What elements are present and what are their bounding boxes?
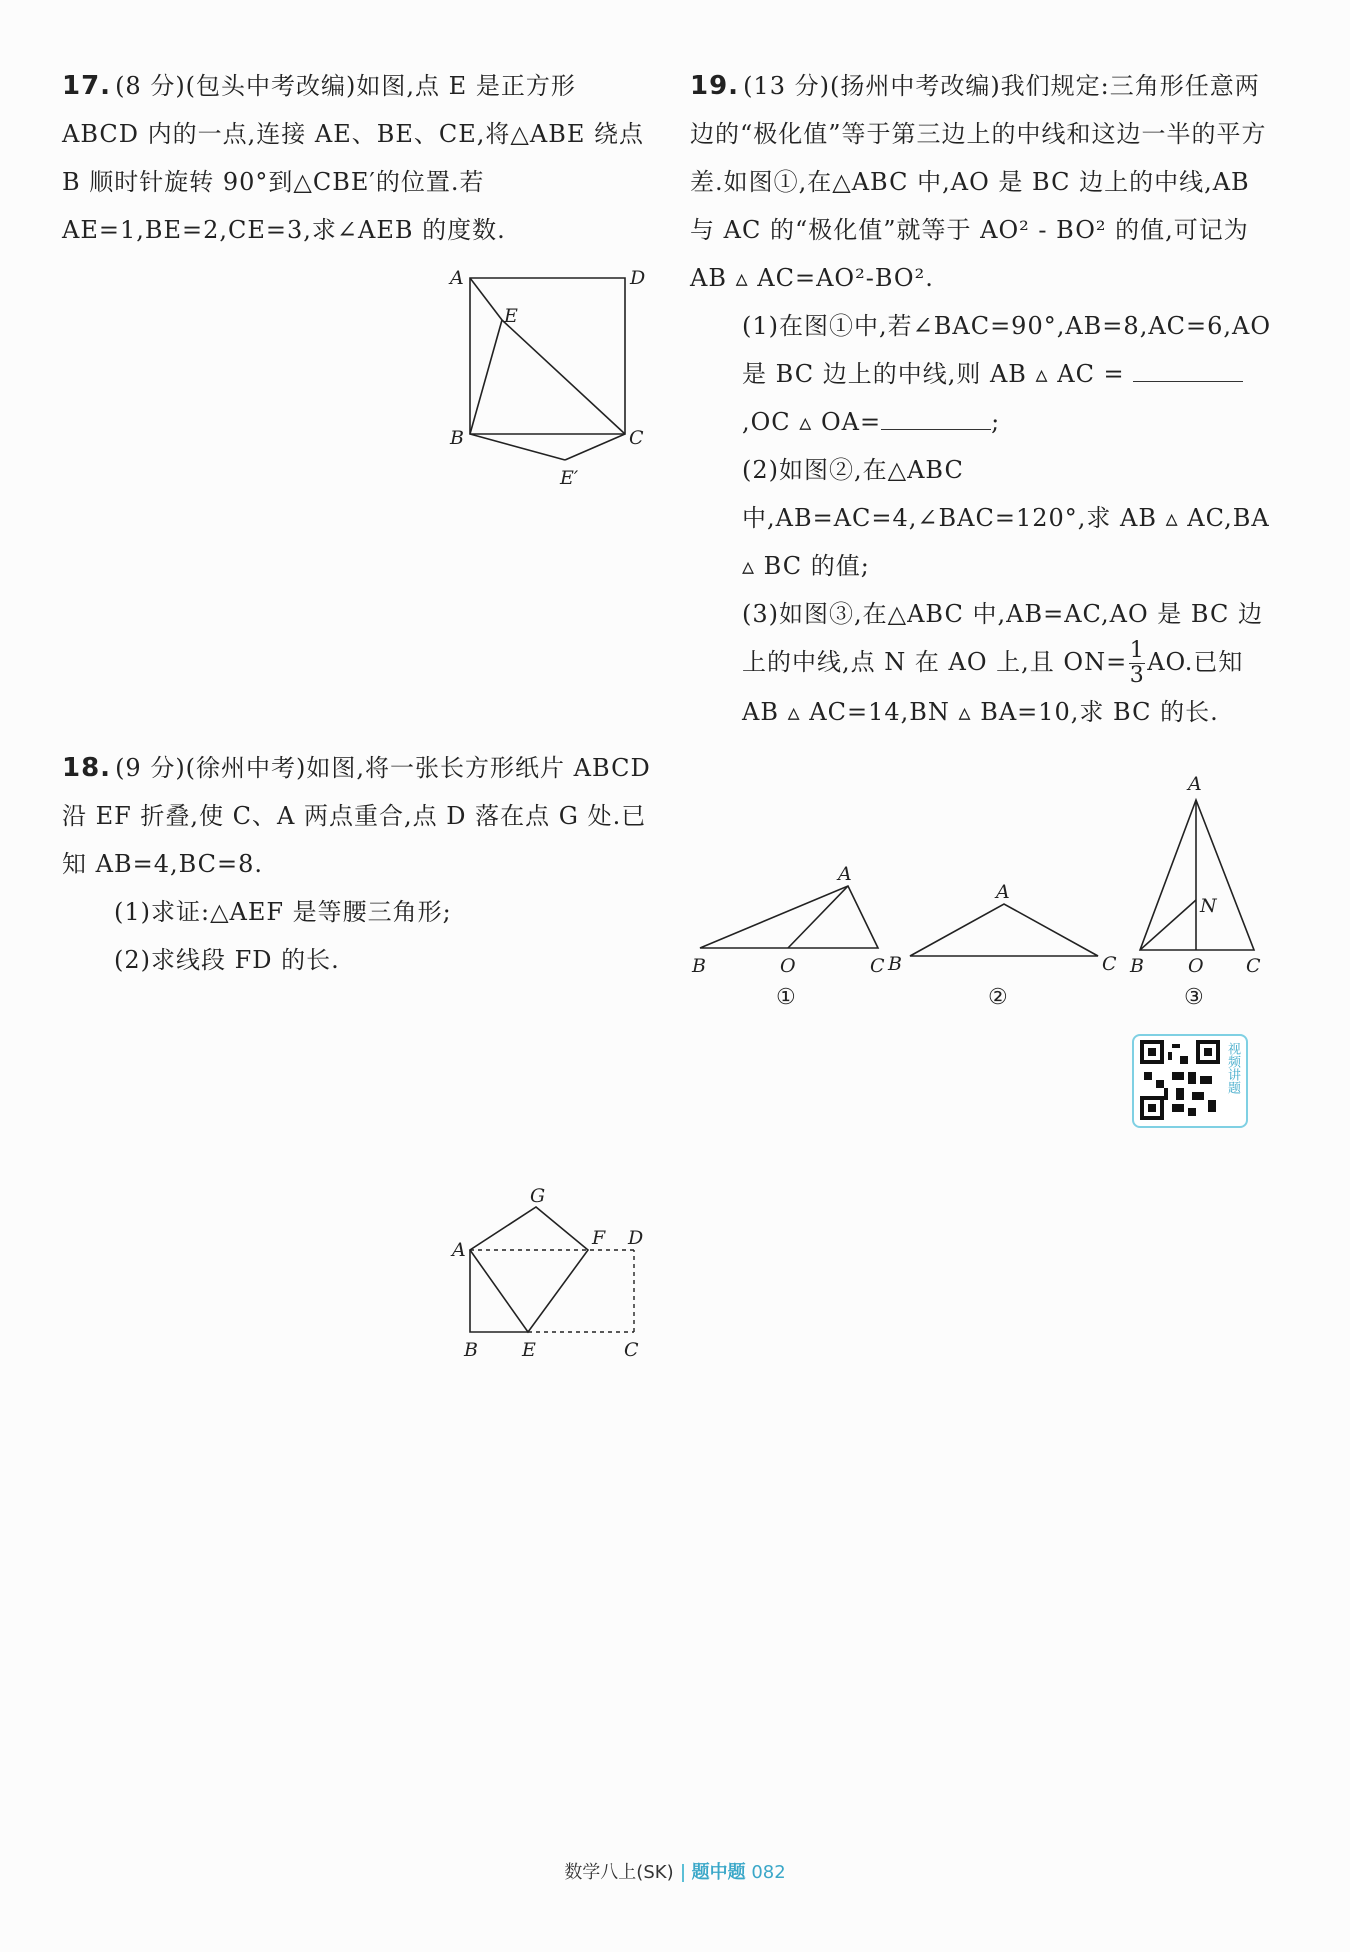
fig1-label-b: B (692, 955, 706, 977)
fig3-label-a: A (1188, 773, 1202, 795)
fig2-label-b: B (888, 953, 902, 975)
label-e: E (504, 305, 518, 327)
qr-tag: 视频讲题 (1225, 1042, 1240, 1094)
fig1-label-o: O (780, 955, 796, 977)
label-f: F (592, 1227, 606, 1249)
fig2-triangle (910, 904, 1098, 956)
segment-be (470, 320, 502, 434)
fig2-label-a: A (996, 881, 1010, 903)
page-footer (0, 1858, 1350, 1884)
q18-part2: (2)求线段 FD 的长. (114, 946, 340, 974)
figure-q18 (448, 1172, 658, 1366)
q19-part1 (690, 302, 1282, 446)
folded-shape (470, 1207, 588, 1332)
q19-intro: (13 分)(扬州中考改编)我们规定:三角形任意两边的“极化值”等于第三边上的中线和这边一半的平方差.如图①,在△ABC 中,AO 是 BC 边上的中线,AB 与 AC 的“极化值”就等于 AO² - BO² 的值,可记为 AB ▵ AC=AO²-BO². (690, 72, 1267, 292)
q19-part1-text: (1)在图①中,若∠BAC=90°,AB=8,AC=6,AO 是 BC 边上的中线,则 AB ▵ AC = (742, 312, 1272, 388)
question-17 (62, 62, 654, 254)
fraction-numerator: 1 (1129, 638, 1145, 663)
q19-part3-rest: AO.已知 AB ▵ AC=14,BN ▵ BA=10,求 BC 的长. (742, 648, 1244, 726)
answer-blank-1[interactable] (1133, 353, 1243, 382)
q19-part1-mid: ,OC ▵ OA= (742, 408, 882, 436)
footer-book: 数学八上(SK) (564, 1862, 674, 1883)
q19-number: 19. (690, 71, 740, 101)
label-b: B (450, 427, 464, 449)
label-e: E (522, 1339, 536, 1361)
fig1-caption: ① (776, 985, 796, 1010)
segment-ce2 (565, 434, 625, 460)
segment-ae (470, 278, 502, 320)
qr-code[interactable] (1132, 1034, 1248, 1128)
fraction-denominator: 3 (1129, 663, 1145, 688)
label-d: D (630, 267, 646, 289)
square-abcd (470, 278, 625, 434)
label-e-prime: E′ (560, 467, 579, 489)
fig2-label-c: C (1102, 953, 1117, 975)
answer-blank-2[interactable] (881, 401, 991, 430)
segment-be2 (470, 434, 565, 460)
q19-part3-text: (3)如图③,在△ABC 中,AB=AC,AO 是 BC 边上的中线,点 N 在 AO 上,且 ON= (742, 600, 1264, 676)
fig3-label-n: N (1200, 895, 1217, 917)
question-19 (690, 62, 1282, 736)
label-a: A (452, 1239, 466, 1261)
fig3-label-o: O (1188, 955, 1204, 977)
label-c: C (629, 427, 644, 449)
q18-number: 18. (62, 753, 112, 783)
label-c: C (624, 1339, 639, 1361)
question-18 (62, 744, 654, 984)
q18-part1: (1)求证:△AEF 是等腰三角形; (114, 898, 452, 926)
left-column (62, 62, 654, 254)
q19-part3 (690, 590, 1282, 736)
fig3-caption: ③ (1184, 985, 1204, 1010)
fraction-one-third (1129, 639, 1145, 688)
q18-text: (9 分)(徐州中考)如图,将一张长方形纸片 ABCD 沿 EF 折叠,使 C、A 两点重合,点 D 落在点 G 处.已知 AB=4,BC=8. (62, 754, 651, 878)
figure-q17 (440, 262, 660, 506)
segment-ce (502, 320, 625, 434)
fig1-triangle (700, 886, 878, 948)
fig3-segment-bn (1140, 900, 1196, 950)
fig1-label-a: A (838, 863, 852, 885)
q17-text: (8 分)(包头中考改编)如图,点 E 是正方形 ABCD 内的一点,连接 AE、BE、CE,将△ABE 绕点 B 顺时针旋转 90°到△CBE′的位置.若 AE=1,BE=2,CE=3,求∠AEB 的度数. (62, 72, 644, 244)
fig3-label-c: C (1246, 955, 1261, 977)
footer-brand: 题中题 (691, 1862, 746, 1883)
qr-pattern-icon (1140, 1040, 1220, 1120)
fig1-label-c: C (870, 955, 885, 977)
fig3-triangle (1140, 800, 1254, 950)
fig2-caption: ② (988, 985, 1008, 1010)
label-g: G (530, 1185, 546, 1207)
figure-q19 (688, 770, 1288, 1024)
label-a: A (450, 267, 464, 289)
page-number: 082 (751, 1862, 786, 1883)
fig3-label-b: B (1130, 955, 1144, 977)
q19-part1-end: ; (991, 408, 1001, 436)
footer-divider (682, 1864, 684, 1882)
q17-number: 17. (62, 71, 112, 101)
label-d: D (628, 1227, 644, 1249)
q19-part2: (2)如图②,在△ABC 中,AB=AC=4,∠BAC=120°,求 AB ▵ AC,BA ▵ BC 的值; (742, 456, 1270, 580)
fig1-median (788, 886, 848, 948)
label-b: B (464, 1339, 478, 1361)
